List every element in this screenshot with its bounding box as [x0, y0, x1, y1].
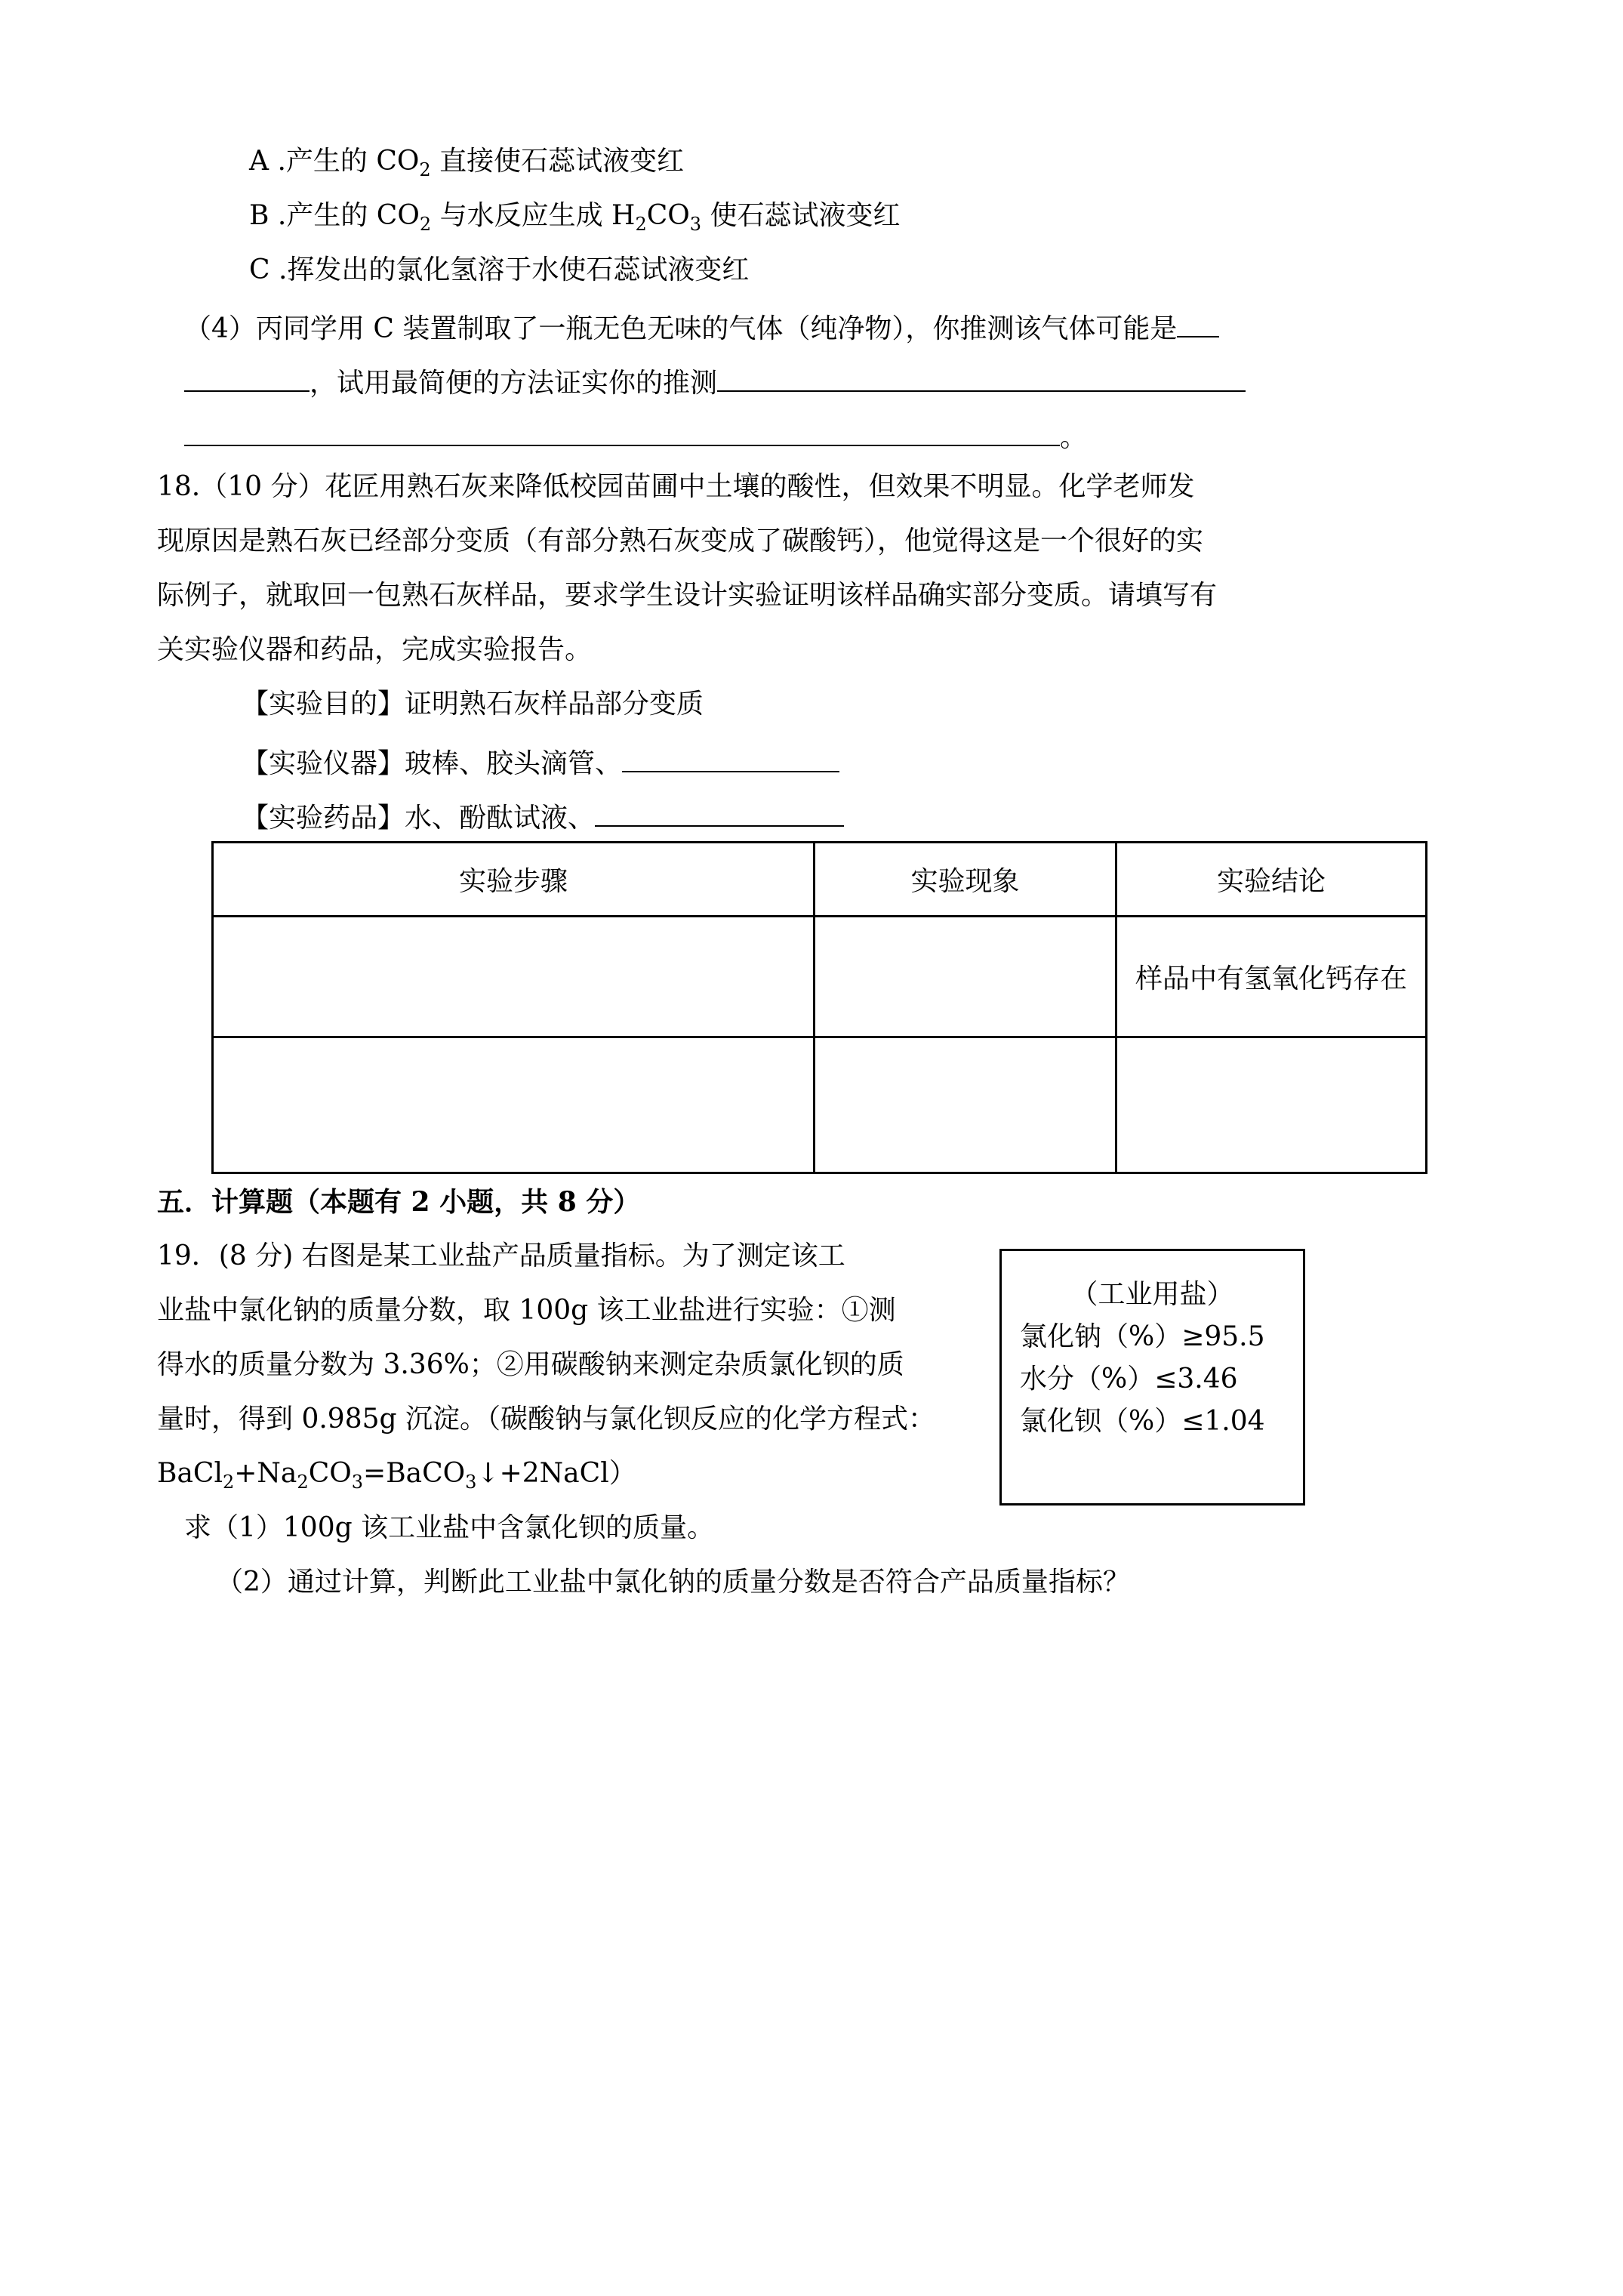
spec-item-water: 水分（%）≤3.46: [1020, 1364, 1238, 1395]
q18-stem-line2: 现原因是熟石灰已经部分变质（有部分熟石灰变成了碳酸钙），他觉得这是一个很好的实: [157, 525, 1204, 556]
q18-stem-line3: 际例子，就取回一包熟石灰样品，要求学生设计实验证明该样品确实部分变质。请填写有: [157, 580, 1218, 611]
cell-steps-1[interactable]: [213, 917, 815, 1037]
q19-stem-line1: 19．(8 分) 右图是某工业盐产品质量指标。为了测定该工: [157, 1240, 845, 1271]
cell-phenomenon-2[interactable]: [815, 1037, 1116, 1173]
q19-ask-2: （2）通过计算，判断此工业盐中氯化钠的质量分数是否符合产品质量指标？: [216, 1567, 1130, 1598]
q17-option-c: C .挥发出的氯化氢溶于水使石蕊试液变红: [249, 254, 750, 285]
q18-purpose: 【实验目的】证明熟石灰样品部分变质: [242, 689, 704, 720]
q19-stem-line2: 业盐中氯化钠的质量分数，取 100g 该工业盐进行实验：①测: [157, 1295, 896, 1326]
q19-stem-line4: 量时，得到 0.985g 沉淀。（碳酸钠与氯化钡反应的化学方程式：: [157, 1404, 935, 1435]
answer-blank[interactable]: [595, 795, 844, 827]
cell-phenomenon-1[interactable]: [815, 917, 1116, 1037]
q17-sub4-line1: （4）丙同学用 C 装置制取了一瓶无色无味的气体（纯净物），你推测该气体可能是: [184, 306, 1219, 347]
spec-item-bacl2: 氯化钡（%）≤1.04: [1020, 1406, 1265, 1437]
experiment-report-table: [211, 841, 1427, 1174]
cell-steps-2[interactable]: [213, 1037, 815, 1173]
cell-conclusion-2[interactable]: [1116, 1037, 1427, 1173]
q18-stem-line1: 18.（10 分）花匠用熟石灰来降低校园苗圃中土壤的酸性，但效果不明显。化学老师发: [157, 471, 1195, 502]
header-phenomenon: 实验现象: [815, 843, 1116, 917]
spec-item-nacl: 氯化钠（%）≥95.5: [1020, 1321, 1265, 1352]
q18-instruments: 【实验仪器】玻棒、胶头滴管、: [242, 741, 839, 782]
answer-blank[interactable]: [184, 415, 1060, 446]
q18-stem-line4: 关实验仪器和药品，完成实验报告。: [157, 634, 593, 665]
answer-blank[interactable]: [184, 360, 310, 392]
spec-box-title: （工业用盐）: [1070, 1279, 1234, 1310]
product-spec-box: [999, 1249, 1305, 1505]
q17-option-b: B .产生的 $CO_2$ 与水反应生成 $H_2CO_3$ 使石蕊试液变红: [249, 200, 901, 236]
table-row: [213, 1037, 1427, 1173]
answer-blank[interactable]: [1177, 306, 1219, 337]
q18-reagents: 【实验药品】水、酚酞试液、: [242, 795, 844, 837]
q19-equation: $BaCl_2+Na_2CO_3=BaCO_3↓+2NaCl$）: [157, 1458, 636, 1493]
q17-sub4-line2: ，试用最简便的方法证实你的推测: [184, 360, 1246, 402]
answer-blank[interactable]: [622, 741, 839, 772]
q19-stem-line3: 得水的质量分数为 3.36%；②用碳酸钠来测定杂质氯化钡的质: [157, 1349, 904, 1380]
answer-blank[interactable]: [717, 360, 1246, 392]
q17-sub4-line3: 。: [184, 415, 1087, 456]
table-header-row: [213, 843, 1427, 917]
section-5-title: 五．计算题（本题有 2 小题，共 8 分）: [157, 1186, 641, 1218]
q17-option-a: A .产生的 $CO_2$ 直接使石蕊试液变红: [249, 146, 685, 181]
header-conclusion: 实验结论: [1116, 843, 1427, 917]
cell-conclusion-1: 样品中有氢氧化钙存在: [1116, 917, 1427, 1037]
table-row: [213, 917, 1427, 1037]
header-steps: 实验步骤: [213, 843, 815, 917]
q19-ask-1: 求（1）100g 该工业盐中含氯化钡的质量。: [184, 1512, 715, 1543]
